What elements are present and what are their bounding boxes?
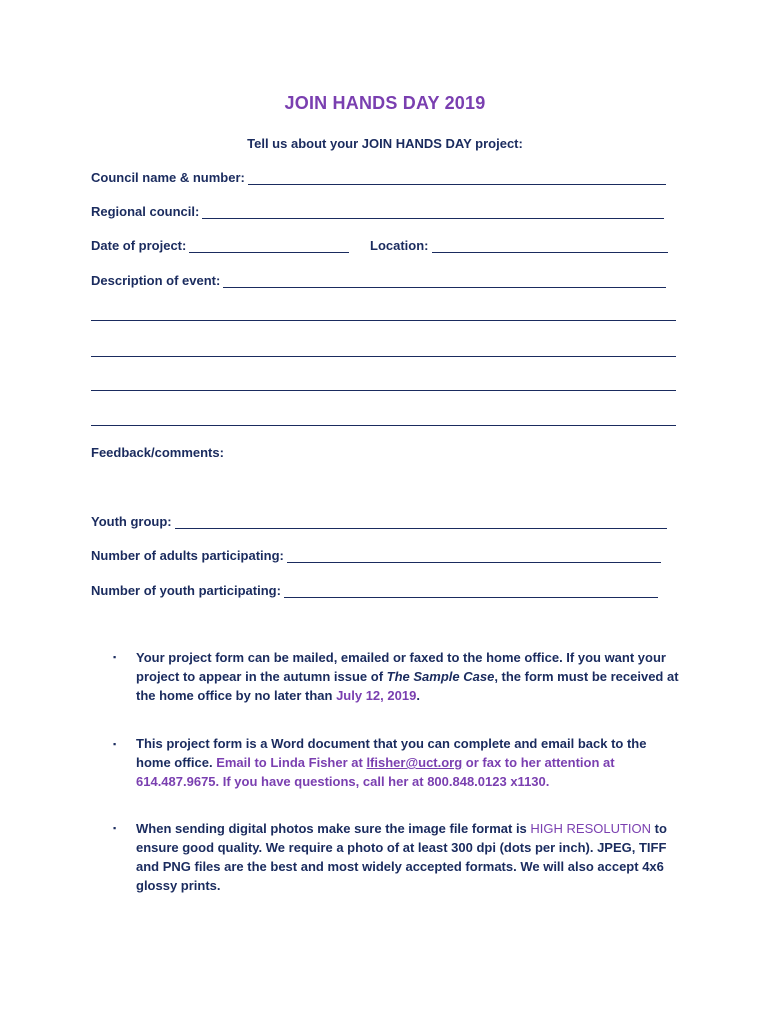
- description-line-3[interactable]: [91, 356, 676, 357]
- description-input-line[interactable]: [223, 274, 666, 288]
- bullet-1-part-1: Your project form can be mailed, emailed or faxed to the home office. If you want your project to appear in the autumn issue of: [136, 650, 666, 684]
- bullet-3-text: [136, 819, 681, 895]
- email-link[interactable]: lfisher@uct.org: [366, 755, 463, 770]
- feedback-label: Feedback/comments:: [91, 445, 224, 460]
- regional-field: [91, 204, 664, 219]
- bullet-2-text: [136, 734, 681, 791]
- youth-group-label: Youth group:: [91, 514, 172, 529]
- description-field: [91, 273, 666, 288]
- email-prefix: Email to Linda Fisher at: [216, 755, 367, 770]
- bullet-3-part-1: When sending digital photos make sure the image file format is: [136, 821, 531, 836]
- date-label: Date of project:: [91, 238, 187, 253]
- bullet-3-marker: ▪: [113, 823, 117, 833]
- date-field: [91, 238, 349, 253]
- council-label: Council name & number:: [91, 170, 245, 185]
- bullet-1-text: [136, 648, 681, 705]
- adults-label: Number of adults participating:: [91, 548, 284, 563]
- council-field: [91, 170, 666, 185]
- high-resolution-highlight: HIGH RESOLUTION: [530, 821, 652, 836]
- bullet-3-part-2: to ensure good quality. We require a photo of at least 300 dpi (dots per inch). JPEG, TIFF and PNG files are the best and most widely accepted formats. We will also accept 4x6 glossy prints.: [136, 821, 667, 893]
- bullet-2-part-1: This project form is a Word document that you can complete and email back to the home office.: [136, 736, 647, 770]
- youth-field: [91, 583, 658, 598]
- date-input-line[interactable]: [189, 239, 349, 253]
- regional-label: Regional council:: [91, 204, 200, 219]
- council-input-line[interactable]: [248, 171, 666, 185]
- bullet-1-part-3: .: [416, 688, 420, 703]
- page-title: JOIN HANDS DAY 2019: [284, 93, 486, 113]
- youth-label: Number of youth participating:: [91, 583, 281, 598]
- fax-phone-text: or fax to her attention at 614.487.9675. If you have questions, call her at 800.848.0123 x1130.: [136, 755, 615, 789]
- description-label: Description of event:: [91, 273, 221, 288]
- sample-case-title: The Sample Case: [386, 669, 495, 684]
- page-subtitle: Tell us about your JOIN HANDS DAY project:: [247, 136, 523, 151]
- description-line-4[interactable]: [91, 390, 676, 391]
- description-line-5[interactable]: [91, 425, 676, 426]
- bullet-1-marker: ▪: [113, 652, 117, 662]
- bullet-2-marker: ▪: [113, 739, 117, 749]
- location-input-line[interactable]: [432, 239, 668, 253]
- youth-group-input-line[interactable]: [175, 515, 667, 529]
- youth-input-line[interactable]: [284, 584, 658, 598]
- description-line-2[interactable]: [91, 320, 676, 321]
- regional-input-line[interactable]: [202, 205, 664, 219]
- adults-field: [91, 548, 661, 563]
- deadline-date: July 12, 2019: [336, 688, 417, 703]
- adults-input-line[interactable]: [287, 549, 661, 563]
- bullet-1-part-2: , the form must be received at the home office by no later than: [136, 669, 679, 703]
- youth-group-field: [91, 514, 667, 529]
- location-label: Location:: [370, 238, 429, 253]
- location-field: [370, 238, 668, 253]
